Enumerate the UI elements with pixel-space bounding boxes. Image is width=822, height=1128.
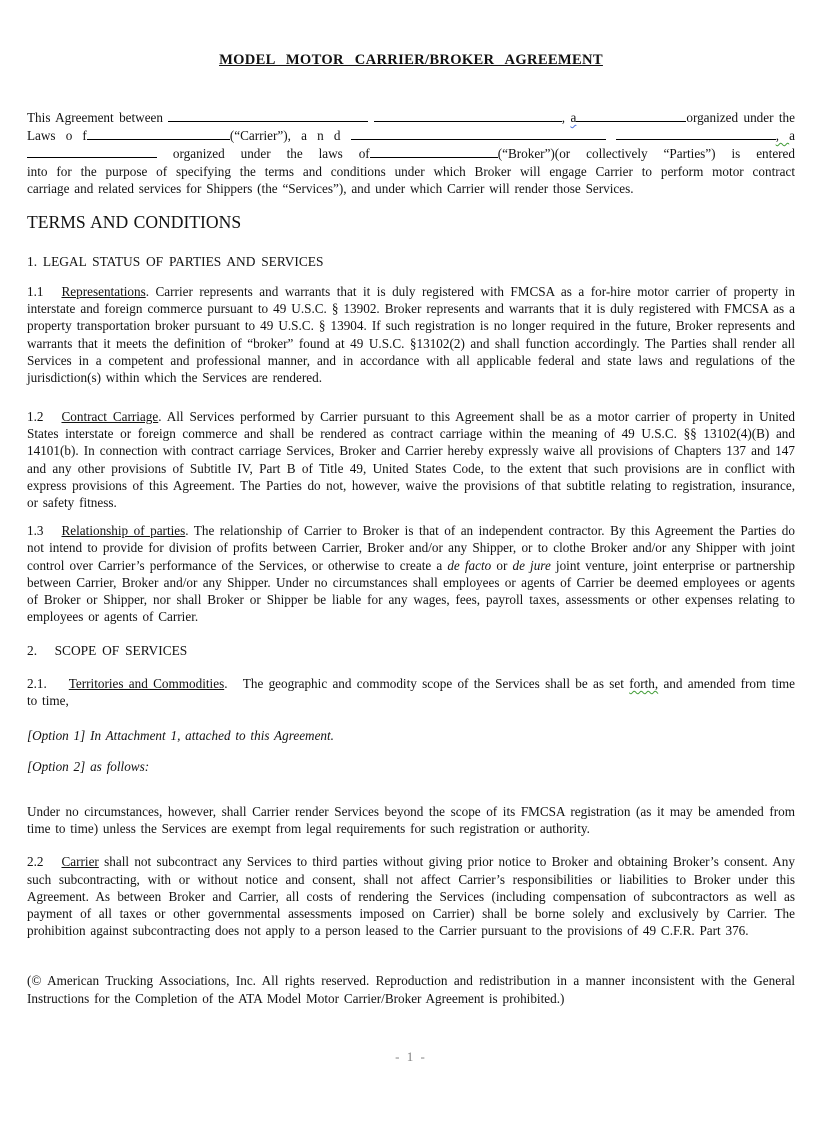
text-run: (© American Trucking Associations, Inc. All rights reserved. Reproduction and redistribution in a manner inconsistent with the General Instructions for the Completion of the ATA Model Motor Carrier/Broker Agreement is prohibited.) — [27, 973, 795, 1006]
blank-field[interactable] — [27, 144, 157, 158]
para-option-2 — [27, 758, 795, 775]
blank-field[interactable] — [616, 126, 776, 140]
blank-field[interactable] — [370, 144, 498, 158]
para-scope-limitation — [27, 803, 795, 837]
para-1-3-relationship-of-parties — [27, 522, 795, 642]
tab-gap — [47, 687, 69, 688]
text-run: shall not subcontract any Services to third parties without giving prior notice to Broker and obtaining Broker’s consent. Any such subcontracting, with or without notice and consent, shall not affect Carrier’s responsibilities or liabilities to Broker under this Agreement. As between Broker and Carrier, all costs of rendering the Services (including compensation of subcontractors as well as payment of all taxes or other governmental assessments imposed on Carrier) shall be borne solely and exclusively by Carrier. The prohibition against subcontracting does not apply to a person leased to the Carrier pursuant to the provisions of 49 C.F.R. Part 376. — [27, 854, 795, 939]
text-run: Under no circumstances, however, shall Carrier render Services beyond the scope of its FMCSA registration (as it may be amended from time to time) unless the Services are exempt from legal requirements for such registration or authority. — [27, 804, 795, 837]
page-number: - 1 - — [395, 1049, 427, 1064]
blank-field[interactable] — [351, 126, 606, 140]
text-run: Laws o f — [27, 128, 87, 144]
text-run: [Option 1] In Attachment 1, attached to this Agreement. — [27, 727, 334, 743]
intro-line-2 — [27, 126, 795, 144]
text-run: forth, — [629, 676, 659, 692]
heading-scope-of-services: 2. SCOPE OF SERVICES — [27, 643, 188, 659]
text-run: organized under the laws of — [157, 146, 370, 162]
text-run: 1.2 — [27, 409, 44, 425]
text-run: carriage and related services for Shippers (the “Services”), and under which Carrier will render those Services. — [27, 180, 634, 196]
para-1-1-representations — [27, 283, 795, 403]
heading-terms-and-conditions: TERMS AND CONDITIONS — [27, 212, 242, 233]
text-run: 2.1. — [27, 676, 47, 692]
para-2-1-territories-and-commodities — [27, 675, 795, 709]
text-run: a — [570, 110, 577, 125]
blank-field[interactable] — [168, 108, 368, 122]
blank-field[interactable] — [374, 108, 562, 122]
text-run: de jure — [512, 557, 551, 573]
text-run: . All Services performed by Carrier pursuant to this Agreement shall be as a motor carrier of property in United States interstate or foreign commerce and shall be rendered as contract carriage within the meaning of 49 U.S.C. §§ 13102(4)(B) and 14101(b). In connection with contract carriage Services, Broker and Carrier hereby expressly waive all provisions of Chapters 137 and 147 and any other provisions of Subtitle IV, Part B of Title 49, United States Code, to the extent that such provisions are in conflict with express provisions of this Agreement. The Parties do not, however, waive the provisions of that subtitle relating to registration, insurance, or safety fitness. — [27, 409, 796, 511]
blank-field[interactable] — [87, 126, 230, 140]
text-run: (“Broker”)(or collectively “Parties”) is entered — [497, 146, 796, 162]
text-run: de facto — [447, 557, 492, 573]
para-1-2-contract-carriage — [27, 408, 795, 511]
para-option-1 — [27, 727, 795, 744]
heading-legal-status: 1. LEGAL STATUS OF PARTIES AND SERVICES — [27, 254, 324, 270]
text-run: The geographic and commodity scope of the Services shall be as set — [242, 676, 630, 692]
text-run: 2.2 — [27, 854, 44, 870]
text-run: 1.1 — [27, 284, 44, 300]
text-run: organized under the — [686, 110, 796, 125]
text-run: . Carrier represents and warrants that it is duly registered with FMCSA as a for-hire motor carrier of property in interstate and foreign commerce pursuant to 49 U.S.C. § 13902. Broker represents and warrants that it is duly registered with FMCSA as a property transportation broker pursuant to 49 U.S.C. § 13904. If such registration is no longer required in the future, Broker represents and warrants that it meets the definition of “broker” found at 49 U.S.C. §13102(2) and shall function accordingly. The Parties shall render all Services in a competent and professional manner, and in accordance with all applicable federal and state laws and regulations of the jurisdiction(s) within which the Services are rendered. — [27, 284, 795, 386]
intro-line-5 — [27, 180, 795, 197]
text-run: . — [224, 676, 233, 692]
text-run: 1.3 — [27, 523, 44, 539]
intro-line-1 — [27, 108, 795, 126]
text-run: into for the purpose of specifying the terms and conditions under which Broker will engage Carrier to perform motor contract — [27, 163, 795, 179]
text-run — [606, 128, 616, 143]
text-run: joint venture, joint enterprise or partnership between Carrier, Broker and/or any Shipper. Under no circumstances shall employees or agents of Carrier be deemed employees or agents of Broker or Shipper, nor shall Broker or Shipper be liable for any wages, fees, payroll taxes, assessments or other expenses relating to employees or agents of Carrier. — [27, 557, 795, 625]
text-run: , — [775, 128, 790, 144]
document-title: MODEL MOTOR CARRIER/BROKER AGREEMENT — [219, 52, 603, 68]
para-2-2-subcontracting — [27, 853, 795, 956]
underlined-term: Territories and Commodities — [68, 676, 225, 692]
text-run: [Option 2] as follows: — [27, 758, 150, 774]
tab-gap — [43, 534, 61, 535]
para-copyright-notice — [27, 972, 795, 1006]
underlined-term: Carrier — [61, 854, 99, 870]
text-run: or — [491, 557, 513, 573]
tab-gap — [43, 865, 61, 866]
text-run: and amended from time to time, — [27, 676, 796, 709]
text-run: (“Carrier”), a n d — [229, 128, 351, 144]
underlined-term: Relationship of parties — [61, 523, 186, 539]
document-body — [27, 108, 795, 1007]
tab-gap — [43, 295, 61, 296]
blank-field[interactable] — [576, 108, 686, 122]
text-run: a — [789, 128, 795, 144]
document-content — [0, 51, 822, 1007]
underlined-term: Representations — [61, 284, 146, 300]
text-run: This Agreement between — [27, 110, 169, 125]
text-run: . The relationship of Carrier to Broker is that of an independent contractor. By this Agreement the Parties do not intend to provide for division of profits between Carrier, Broker and/or any Shipper, or to clothe Broker and/or any Shipper with joint control over Carrier’s performance of the Services, or otherwise to create a — [27, 523, 795, 573]
underlined-term: Contract Carriage — [61, 409, 159, 425]
tab-gap — [233, 687, 243, 688]
intro-line-4 — [27, 163, 795, 180]
tab-gap — [43, 420, 61, 421]
intro-line-3 — [27, 144, 795, 162]
text-run: , — [561, 110, 571, 125]
